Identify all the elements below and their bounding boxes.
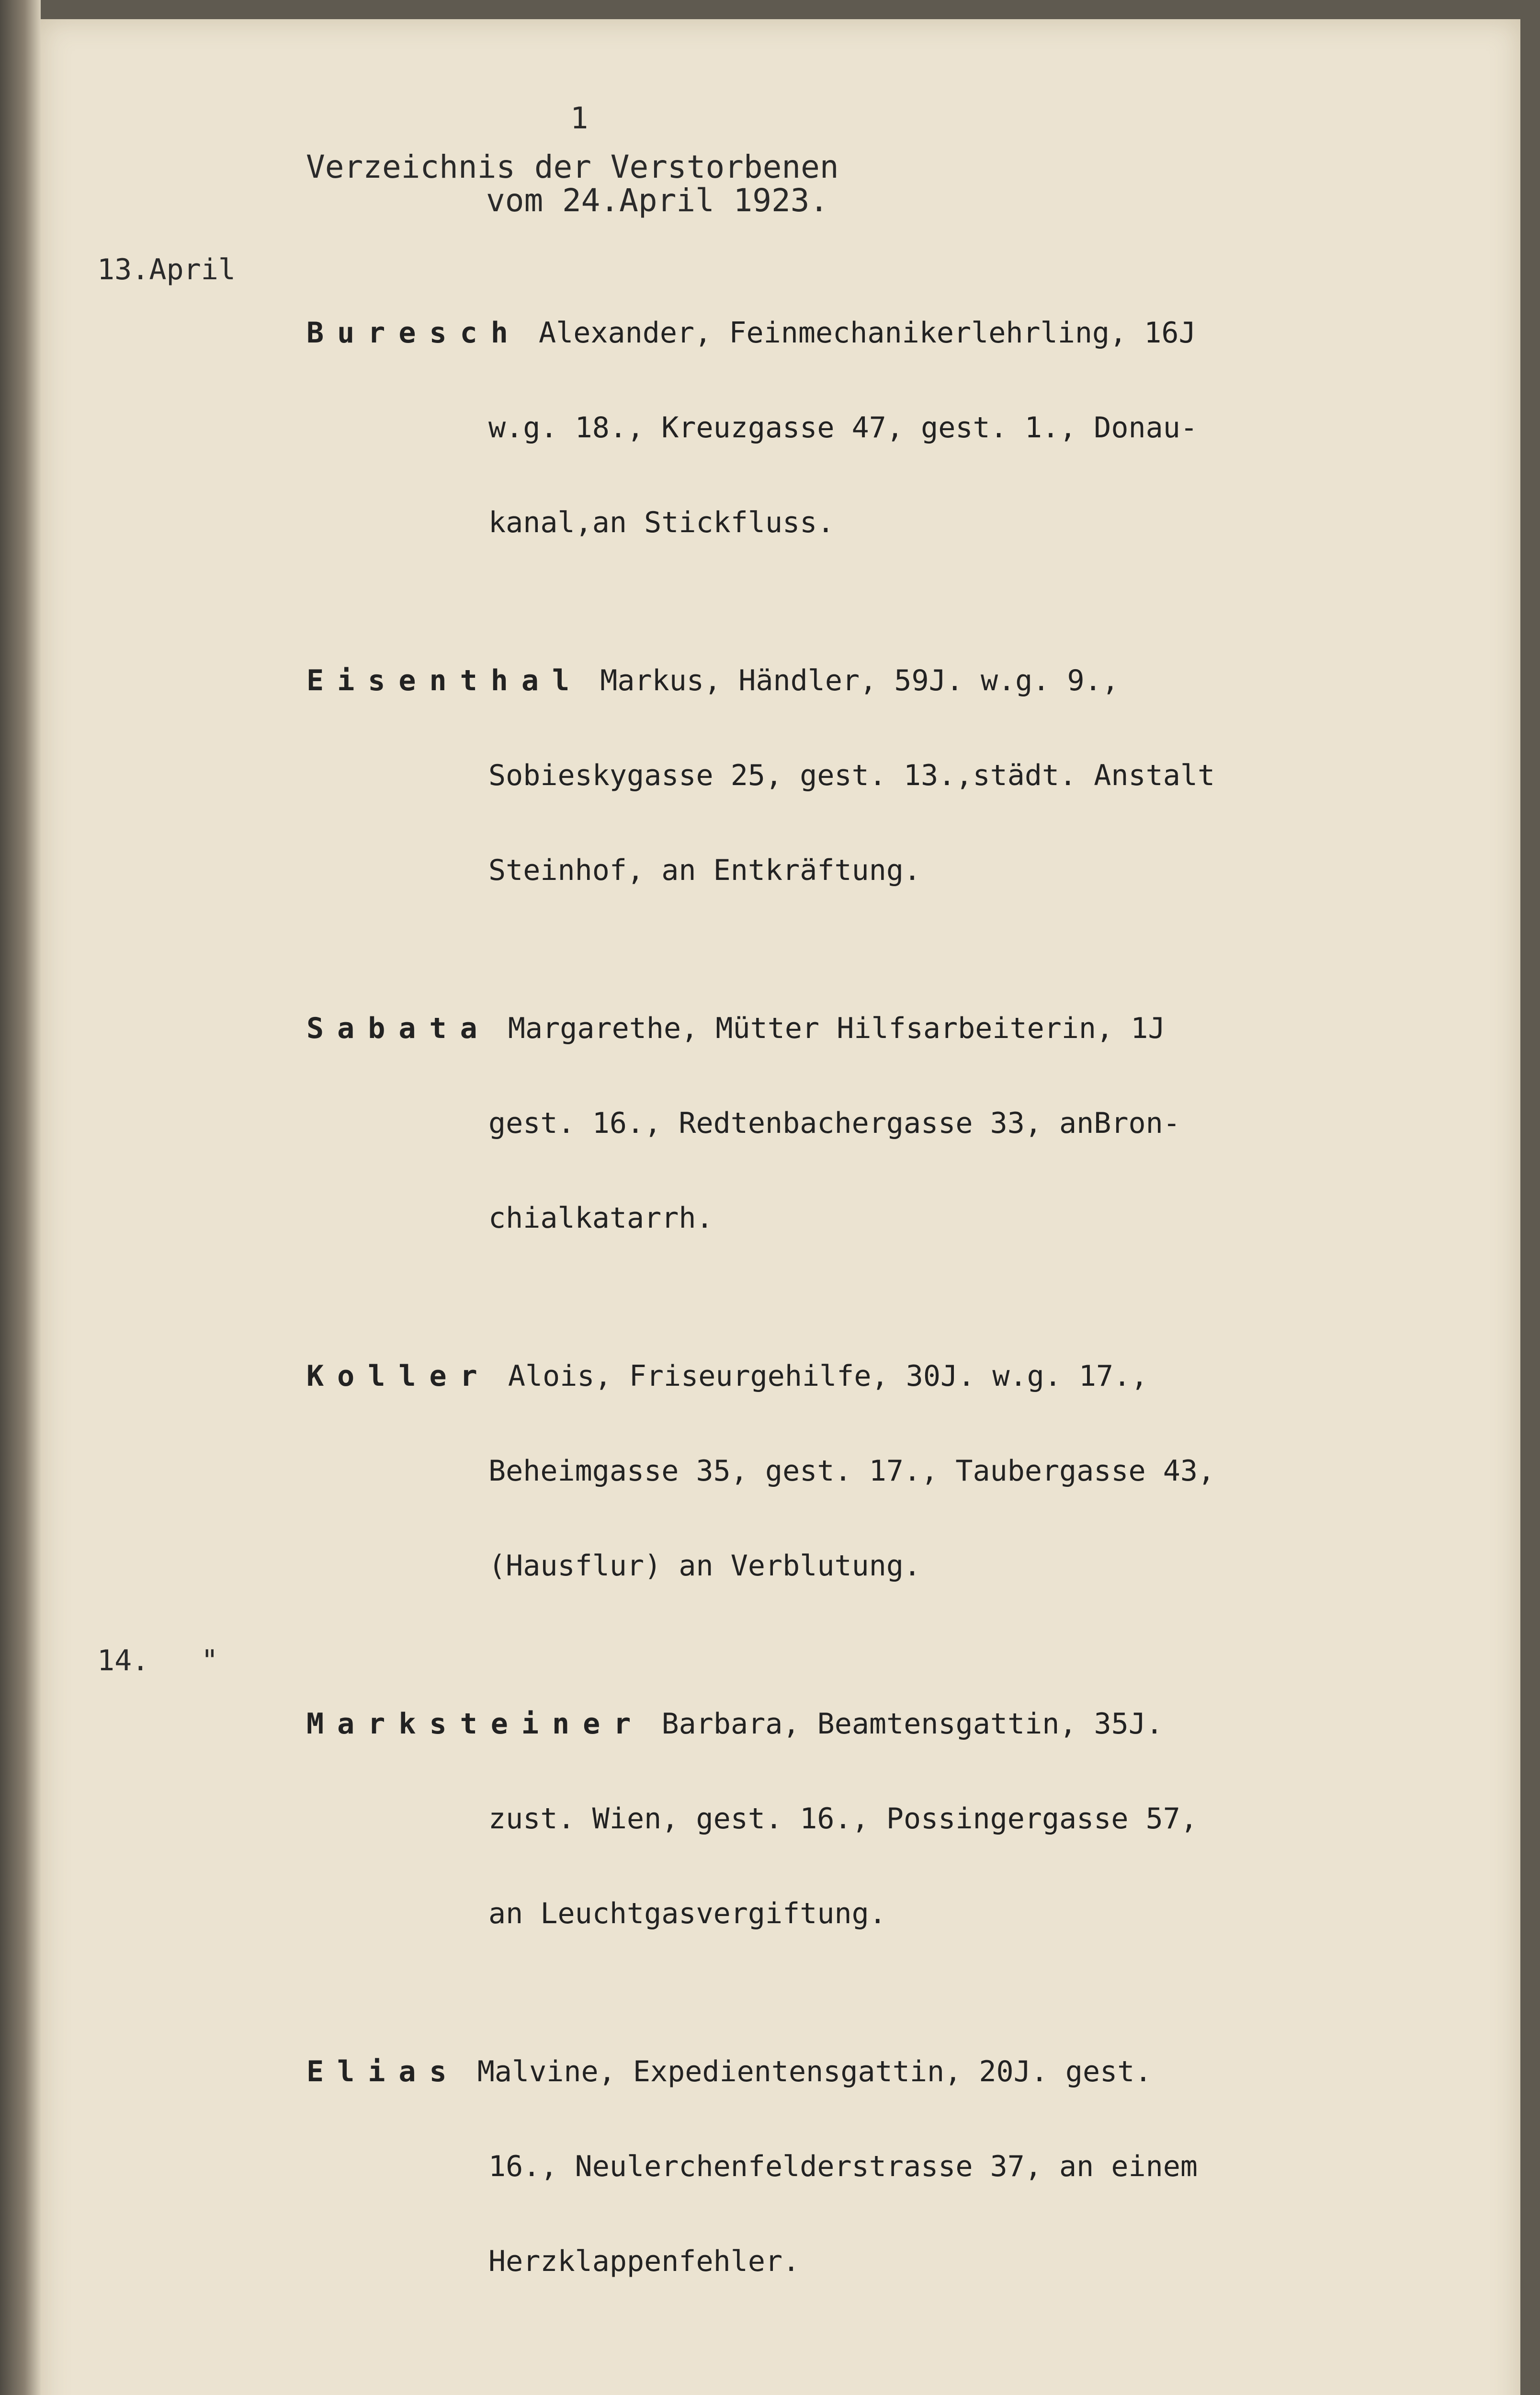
entry-surname: Marksteiner <box>306 1707 645 1741</box>
page-title: Verzeichnis der Verstorbenen <box>306 148 839 185</box>
page-number: 1 <box>570 101 589 136</box>
list-item <box>41 254 1520 602</box>
entry-text: w.g. 18., Kreuzgasse 47, gest. 1., Donau- <box>488 411 1198 445</box>
entry-text: Margarethe, Mütter Hilfsarbeiterin, 1J <box>490 1012 1166 1045</box>
entry-surname: Buresch <box>306 316 521 350</box>
entry-surname: Elias <box>306 2055 460 2088</box>
entry-text: Herzklappenfehler. <box>488 2245 800 2278</box>
entry-text: Alexander, Feinmechanikerlehrling, 16J <box>521 316 1196 350</box>
entry-surname: Koller <box>306 1359 491 1393</box>
entry-text: 16., Neulerchenfelderstrasse 37, an einem <box>488 2150 1198 2183</box>
entry-text: Steinhof, an Entkräftung. <box>488 854 921 887</box>
entry-date: 13.April <box>97 253 236 286</box>
list-item <box>41 1297 1520 1645</box>
entry-date: 14. " <box>97 1644 218 1677</box>
entry-text: gest. 16., Redtenbachergasse 33, anBron- <box>488 1106 1180 1140</box>
entry-text: chialkatarrh. <box>488 1201 713 1235</box>
entry-text: an Leuchtgasvergiftung. <box>488 1897 886 1930</box>
list-item <box>41 1645 1520 1993</box>
list-item <box>41 1993 1520 2340</box>
entry-text: Markus, Händler, 59J. w.g. 9., <box>583 664 1119 697</box>
page-subtitle: vom 24.April 1923. <box>486 182 829 219</box>
entry-surname: Eisenthal <box>306 664 583 697</box>
entry-text: kanal,an Stickfluss. <box>488 506 835 539</box>
entry-text: Malvine, Expedientensgattin, 20J. gest. <box>460 2055 1152 2088</box>
entry-text: zust. Wien, gest. 16., Possingergasse 57, <box>488 1802 1198 1836</box>
entry-text: Beheimgasse 35, gest. 17., Taubergasse 43, <box>488 1454 1215 1488</box>
list-item <box>41 602 1520 949</box>
entry-surname: Sabata <box>306 1012 491 1045</box>
list-item <box>41 2340 1520 2395</box>
list-item <box>41 949 1520 1297</box>
entry-text: Barbara, Beamtensgattin, 35J. <box>644 1707 1164 1741</box>
document-page <box>41 19 1520 2395</box>
entry-text: (Hausflur) an Verblutung. <box>488 1549 921 1583</box>
death-register-list <box>41 254 1520 2395</box>
entry-text: Alois, Friseurgehilfe, 30J. w.g. 17., <box>490 1359 1148 1393</box>
entry-text: Sobieskygasse 25, gest. 13.,städt. Anstalt <box>488 759 1215 792</box>
book-spine <box>0 0 41 2395</box>
